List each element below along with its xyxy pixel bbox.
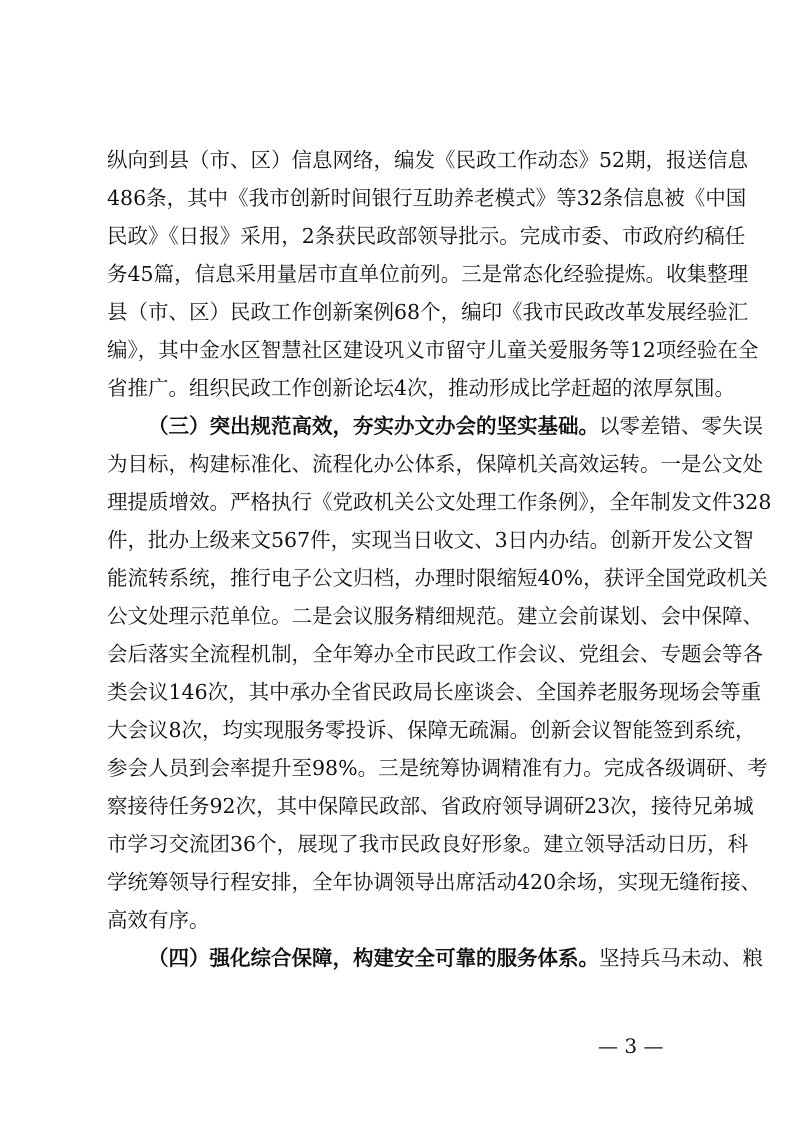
- paragraph-line: 省推广。组织民政工作创新论坛4次，推动形成比学赶超的浓厚氛围。: [107, 376, 736, 400]
- paragraph-line: 学统筹领导行程安排，全年协调领导出席活动420余场，实现无缝衔接、: [107, 870, 762, 894]
- paragraph-line: 编》，其中金水区智慧社区建设巩义市留守儿童关爱服务等12项经验在全: [107, 338, 759, 362]
- paragraph-line: 会后落实全流程机制，全年筹办全市民政工作会议、党组会、专题会等各: [107, 642, 763, 666]
- paragraph-line: 公文处理示范单位。二是会议服务精细规范。建立会前谋划、会中保障、: [107, 604, 763, 628]
- paragraph-text: 坚持兵马未动、粮: [599, 946, 763, 970]
- section-heading: （四）强化综合保障，构建安全可靠的服务体系。: [148, 946, 599, 970]
- paragraph-line: 类会议146次，其中承办全省民政局长座谈会、全国养老服务现场会等重: [107, 680, 762, 704]
- paragraph-line: 理提质增效。严格执行《党政机关公文处理工作条例》，全年制发文件328: [107, 490, 772, 514]
- section-heading-line: [148, 940, 763, 976]
- paragraph-line: 察接待任务92次，其中保障民政部、省政府领导调研23次，接待兄弟城: [107, 794, 754, 818]
- section-heading-line: [148, 408, 763, 444]
- paragraph-line: 高效有序。: [107, 908, 210, 932]
- paragraph-line: 486条，其中《我市创新时间银行互助养老模式》等32条信息被《中国: [107, 186, 747, 210]
- paragraph-line: 参会人员到会率提升至98%。三是统筹协调精准有力。完成各级调研、考: [107, 756, 768, 780]
- paragraph-line: 大会议8次，均实现服务零投诉、保障无疏漏。创新会议智能签到系统，: [107, 718, 756, 742]
- paragraph-line: 件，批办上级来文567件，实现当日收文、3日内办结。创新开发公文智: [107, 528, 754, 552]
- paragraph-line: 能流转系统，推行电子公文归档，办理时限缩短40%，获评全国党政机关: [107, 566, 768, 590]
- paragraph-line: 民政》《日报》采用，2条获民政部领导批示。完成市委、市政府约稿任: [107, 224, 746, 248]
- paragraph-line: 务45篇，信息采用量居市直单位前列。三是常态化经验提炼。收集整理: [107, 262, 749, 286]
- paragraph-line: 市学习交流团36个，展现了我市民政良好形象。建立领导活动日历，科: [107, 832, 749, 856]
- paragraph-line: 纵向到县（市、区）信息网络，编发《民政工作动态》52期，报送信息: [107, 148, 749, 172]
- page-number: — 3 —: [598, 1034, 664, 1058]
- section-heading: （三）突出规范高效，夯实办文办会的坚实基础。: [148, 414, 599, 438]
- paragraph-line: 县（市、区）民政工作创新案例68个，编印《我市民政改革发展经验汇: [107, 300, 749, 324]
- paragraph-line: 为目标，构建标准化、流程化办公体系，保障机关高效运转。一是公文处: [107, 452, 763, 476]
- paragraph-text: 以零差错、零失误: [599, 414, 763, 438]
